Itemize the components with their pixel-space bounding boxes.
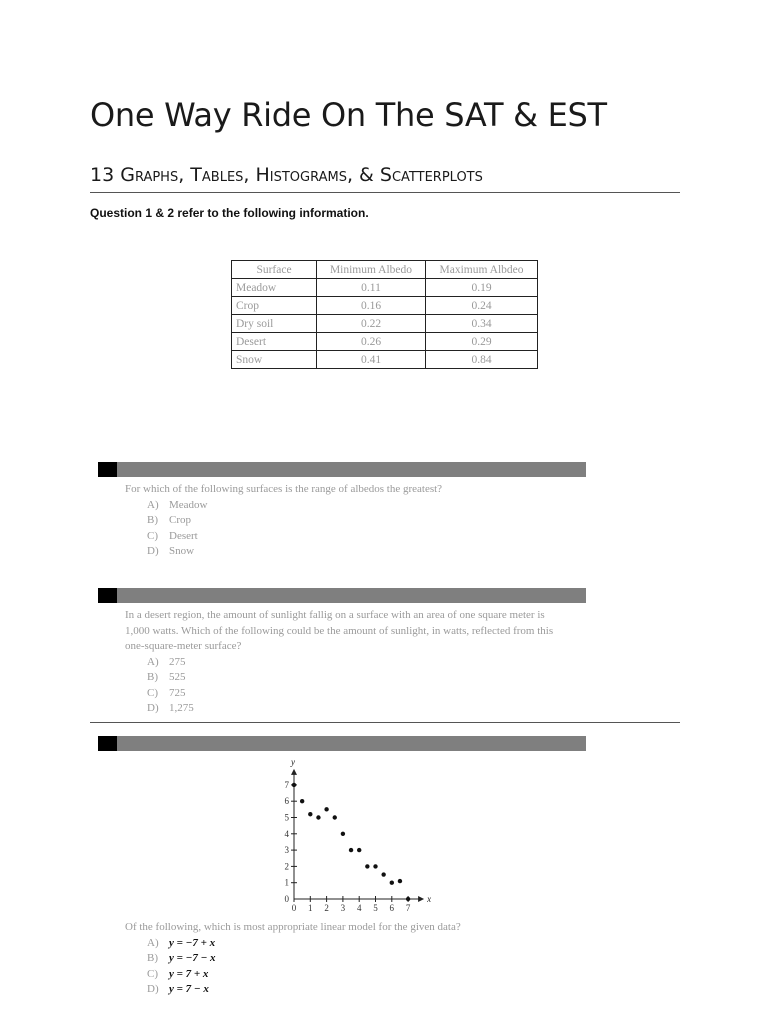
- data-point: [365, 864, 369, 868]
- question-3-options: [125, 936, 461, 998]
- section-heading: [90, 164, 483, 186]
- x-tick-label: 3: [340, 903, 346, 913]
- table-cell: 0.22: [317, 315, 426, 333]
- answer-option: B) 525: [147, 671, 186, 683]
- data-point: [398, 879, 402, 883]
- question-2-header-bar: [98, 588, 586, 603]
- question-2-text-line: In a desert region, the amount of sunlight fallig on a surface with an area of one square meter is: [125, 609, 545, 621]
- answer-option: D) Snow: [147, 545, 195, 557]
- answer-option: D) y = 7 − x: [147, 983, 209, 995]
- question-2-text-line: 1,000 watts. Which of the following could be the amount of sunlight, in watts, reflected from this: [125, 624, 554, 637]
- table-header: Minimum Albedo: [317, 261, 426, 279]
- table-row: [232, 351, 538, 369]
- divider: [90, 722, 680, 723]
- question-1-header-bar: [98, 462, 586, 477]
- answer-option: D) 1,275: [147, 702, 194, 714]
- answer-option: C) y = 7 + x: [147, 967, 209, 980]
- table-cell: 0.34: [426, 315, 538, 333]
- answer-option: A) y = −7 + x: [147, 936, 216, 949]
- table-row: [232, 315, 538, 333]
- table-cell: Desert: [232, 333, 317, 351]
- question-2-options: [125, 655, 553, 717]
- x-axis-label: x: [427, 894, 432, 904]
- y-tick-label: 0: [284, 894, 289, 904]
- x-tick-label: 0: [291, 903, 297, 913]
- y-tick-label: 1: [284, 877, 289, 888]
- table-header-row: [232, 261, 538, 279]
- x-tick-label: 2: [324, 903, 329, 913]
- answer-option: C) Desert: [147, 529, 198, 542]
- data-point: [292, 783, 296, 787]
- document-title: One Way Ride On The SAT & EST: [90, 96, 607, 134]
- answer-option: B) Crop: [147, 514, 191, 526]
- table-cell: 0.84: [426, 351, 538, 369]
- data-point: [341, 832, 345, 836]
- question-1-options: [125, 498, 442, 560]
- section-heading-text: 13 Graphs, Tables, Histograms, & Scatterplots: [90, 164, 483, 186]
- table-cell: 0.11: [317, 279, 426, 297]
- x-tick-label: 1: [308, 903, 313, 913]
- y-tick-label: 7: [284, 779, 289, 790]
- data-point: [300, 799, 304, 803]
- y-tick-label: 5: [284, 812, 289, 823]
- table-cell: 0.26: [317, 333, 426, 351]
- table-row: [232, 297, 538, 315]
- answer-option: A) 275: [147, 655, 186, 668]
- answer-option: A) Meadow: [147, 498, 208, 511]
- y-axis-label: y: [291, 756, 295, 767]
- question-1-text: For which of the following surfaces is the range of albedos the greatest?: [125, 483, 443, 495]
- table-cell: 0.41: [317, 351, 426, 369]
- intro-text: Question 1 & 2 refer to the following information.: [90, 206, 369, 220]
- data-point: [308, 812, 312, 816]
- data-point: [349, 848, 353, 852]
- data-point: [324, 807, 328, 811]
- data-point: [381, 872, 385, 876]
- question-2-text-line: one-square-meter surface?: [125, 640, 242, 652]
- data-point: [390, 881, 394, 885]
- y-tick-label: 4: [284, 828, 289, 839]
- scatterplot: [270, 755, 440, 915]
- question-2: [125, 608, 553, 717]
- data-point: [373, 864, 377, 868]
- question-marker: [98, 462, 117, 477]
- table-row: [232, 333, 538, 351]
- x-tick-label: 4: [356, 903, 362, 913]
- y-axis-arrow: [291, 769, 297, 775]
- x-tick-label: 7: [405, 903, 411, 913]
- question-marker: [98, 588, 117, 603]
- y-tick-label: 3: [284, 845, 289, 856]
- divider: [90, 192, 680, 193]
- table-cell: 0.24: [426, 297, 538, 315]
- answer-option: C) 725: [147, 686, 186, 699]
- answer-option: B) y = −7 − x: [147, 952, 216, 964]
- scatterplot-points: [292, 783, 411, 902]
- question-3-text: Of the following, which is most appropriate linear model for the given data?: [125, 921, 461, 933]
- y-tick-label: 6: [284, 796, 289, 807]
- question-3-header-bar: [98, 736, 586, 751]
- question-marker: [98, 736, 117, 751]
- question-3: [125, 920, 461, 998]
- table-cell: 0.29: [426, 333, 538, 351]
- question-1: [125, 482, 442, 560]
- data-point: [316, 815, 320, 819]
- data-point: [333, 815, 337, 819]
- x-tick-label: 6: [389, 903, 395, 913]
- table-header: Maximum Albdeo: [426, 261, 538, 279]
- table-cell: Dry soil: [232, 315, 317, 333]
- table-cell: 0.19: [426, 279, 538, 297]
- table-cell: Snow: [232, 351, 317, 369]
- table-cell: Crop: [232, 297, 317, 315]
- data-point: [406, 897, 410, 901]
- x-tick-label: 5: [373, 903, 378, 913]
- albedo-table: [231, 260, 538, 369]
- scatterplot-axes: [290, 757, 431, 904]
- table-row: [232, 279, 538, 297]
- x-axis-arrow: [418, 896, 424, 902]
- data-point: [357, 848, 361, 852]
- y-tick-label: 2: [284, 861, 289, 872]
- table-cell: 0.16: [317, 297, 426, 315]
- table-header: Surface: [232, 261, 317, 279]
- table-cell: Meadow: [232, 279, 317, 297]
